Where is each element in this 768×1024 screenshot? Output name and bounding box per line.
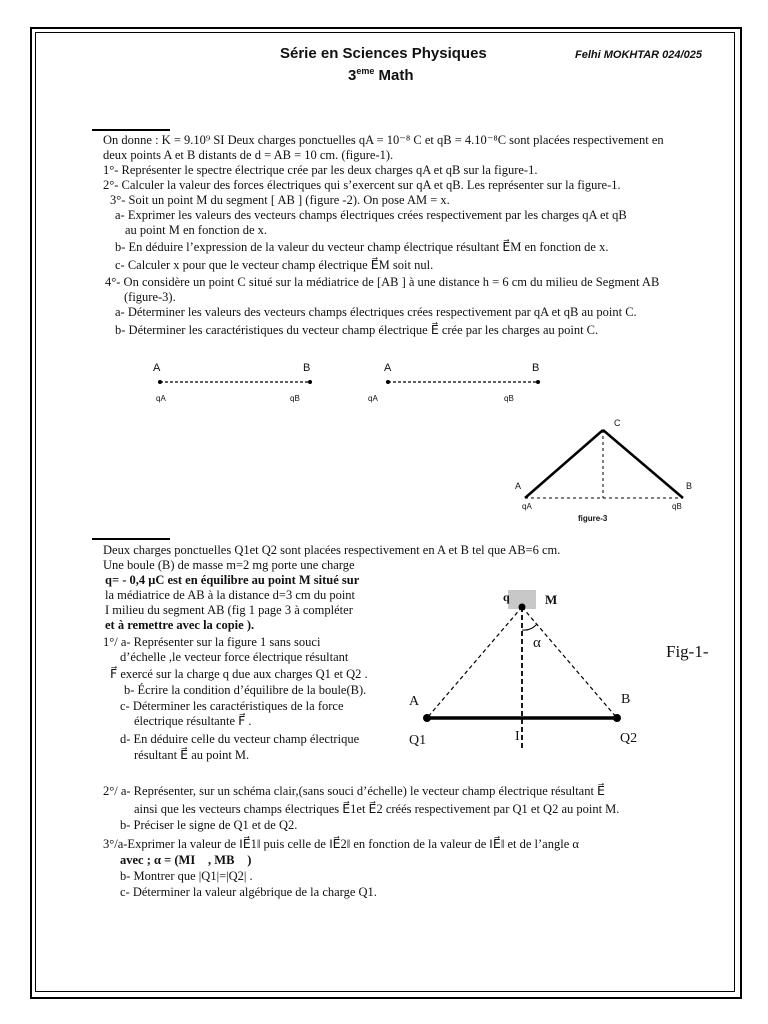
ex2-q1-line-3: F⃗ exercé sur la charge q due aux charges Q1 et Q2 . [110,667,368,681]
fig1-label-qB: qB [290,394,300,403]
ex2-q3-line-2: avec ; α = (MI⃗ , MB⃗ ) [120,853,252,867]
ex2-q3-line-1: 3°/a-Exprimer la valeur de ‖E⃗1‖ puis celle de ‖E⃗2‖ en fonction de la valeur de ‖E⃗‖ et de l’angle α [103,837,579,851]
ex2-fig-label-I: I [515,729,520,744]
class-level-number: 3 [348,67,357,84]
fig3-caption: figure-3 [578,514,608,523]
author: Felhi MOKHTAR 024/025 [575,49,702,61]
ex2-intro-3: q= - 0,4 μC est en équilibre au point M situé sur [105,573,360,587]
ex1-line-1: On donne : K = 9.10⁹ SI Deux charges ponctuelles qA = 10⁻⁸ C et qB = 4.10⁻⁸C sont placées respectivement en [103,133,664,147]
fig2-label-qA: qA [368,394,378,403]
ex2-q2-line-1: 2°/ a- Représenter, sur un schéma clair,(sans souci d’échelle) le vecteur champ électrique résultant E⃗ [103,784,605,798]
ex2-intro-4: la médiatrice de AB à la distance d=3 cm du point [105,588,356,602]
ex2-figure [405,590,665,750]
ex2-intro-2: Une boule (B) de masse m=2 mg porte une charge [103,558,355,572]
ex2-q1-line-6: électrique résultante F⃗ . [134,714,252,728]
ex1-line-7: au point M en fonction de x. [125,223,267,237]
ex2-fig-label-B: B [621,692,631,707]
ex2-fig-label-Q1: Q1 [409,733,427,748]
ex1-line-9: c- Calculer x pour que le vecteur champ électrique E⃗M soit nul. [115,258,434,272]
ex1-line-10: 4°- On considère un point C situé sur la médiatrice de [AB ] à une distance h = 6 cm du milieu de Segment AB [105,275,660,289]
ex1-line-13: b- Déterminer les caractéristiques du vecteur champ électrique E⃗ crée par les charges au point C. [115,323,599,337]
ex2-fig-label-q: q [503,590,510,604]
fig3-label-A: A [515,481,522,491]
ex2-q3-line-4: c- Déterminer la valeur algébrique de la charge Q1. [120,885,377,899]
fig3-label-qB: qB [672,502,682,511]
fig2-segment [378,375,548,390]
fig3-label-C: C [614,418,621,428]
fig3-label-qA: qA [522,502,532,511]
ex2-intro-5: I milieu du segment AB (fig 1 page 3 à compléter [105,603,353,617]
exercise-separator [92,129,170,131]
fig1-label-A: A [153,362,161,374]
ex1-line-2: deux points A et B distants de d = AB = 10 cm. (figure-1). [103,148,394,162]
ex1-line-4: 2°- Calculer la valeur des forces électriques qui s’exercent sur qA et qB. Les représenter sur la figure-1. [103,178,621,192]
ex2-fig-label-A: A [409,694,420,709]
ex2-q1-line-2: d’échelle ,le vecteur force électrique résultant [120,650,349,664]
ex2-q1-line-1: 1°/ a- Représenter sur la figure 1 sans souci [103,635,321,649]
ex2-intro-6: et à remettre avec la copie ). [105,618,255,632]
fig1-segment [150,375,320,390]
ex2-fig-label-alpha: α [533,635,541,651]
ex2-intro-1: Deux charges ponctuelles Q1et Q2 sont placées respectivement en A et B tel que AB=6 cm. [103,543,561,557]
fig3-triangle [515,425,695,505]
class-level-sup: eme [356,66,375,76]
fig1-label-B: B [303,362,311,374]
ex1-line-6: a- Exprimer les valeurs des vecteurs champs électriques crées respectivement par les charges qA et qB [115,208,627,222]
ex1-line-8: b- En déduire l’expression de la valeur du vecteur champ électrique résultant E⃗M en fonction de x. [115,240,609,254]
ex2-fig-label-M: M [545,592,558,607]
ex2-fig-caption: Fig-1- [666,642,709,661]
ex2-q1-line-4: b- Écrire la condition d’équilibre de la boule(B). [124,683,367,697]
ex2-q2-line-2: ainsi que les vecteurs champs électriques E⃗1et E⃗2 créés respectivement par Q1 et Q2 au point M. [134,802,620,816]
ex2-q3-line-3: b- Montrer que |Q1|=|Q2| . [120,869,253,883]
fig3-label-B: B [686,481,693,491]
page-title: Série en Sciences Physiques [280,45,487,62]
class-level [348,66,414,84]
ex1-line-11: (figure-3). [124,290,176,304]
ex2-q1-line-5: c- Déterminer les caractéristiques de la force [120,699,344,713]
fig2-label-A: A [384,362,392,374]
ex2-q1-line-8: résultant E⃗ au point M. [134,748,250,762]
fig2-label-qB: qB [504,394,514,403]
fig2-label-B: B [532,362,540,374]
ex2-q1-line-7: d- En déduire celle du vecteur champ électrique [120,732,360,746]
ex2-q2-line-3: b- Préciser le signe de Q1 et de Q2. [120,818,298,832]
ex1-line-5: 3°- Soit un point M du segment [ AB ] (figure -2). On pose AM = x. [110,193,450,207]
ex1-line-12: a- Déterminer les valeurs des vecteurs champs électriques crées respectivement par qA et qB au point C. [115,305,637,319]
class-level-text: Math [378,67,414,84]
exercise-separator [92,538,170,540]
ex2-fig-label-Q2: Q2 [620,731,638,746]
ex1-line-3: 1°- Représenter le spectre électrique crée par les deux charges qA et qB sur la figure-1. [103,163,538,177]
fig1-label-qA: qA [156,394,166,403]
